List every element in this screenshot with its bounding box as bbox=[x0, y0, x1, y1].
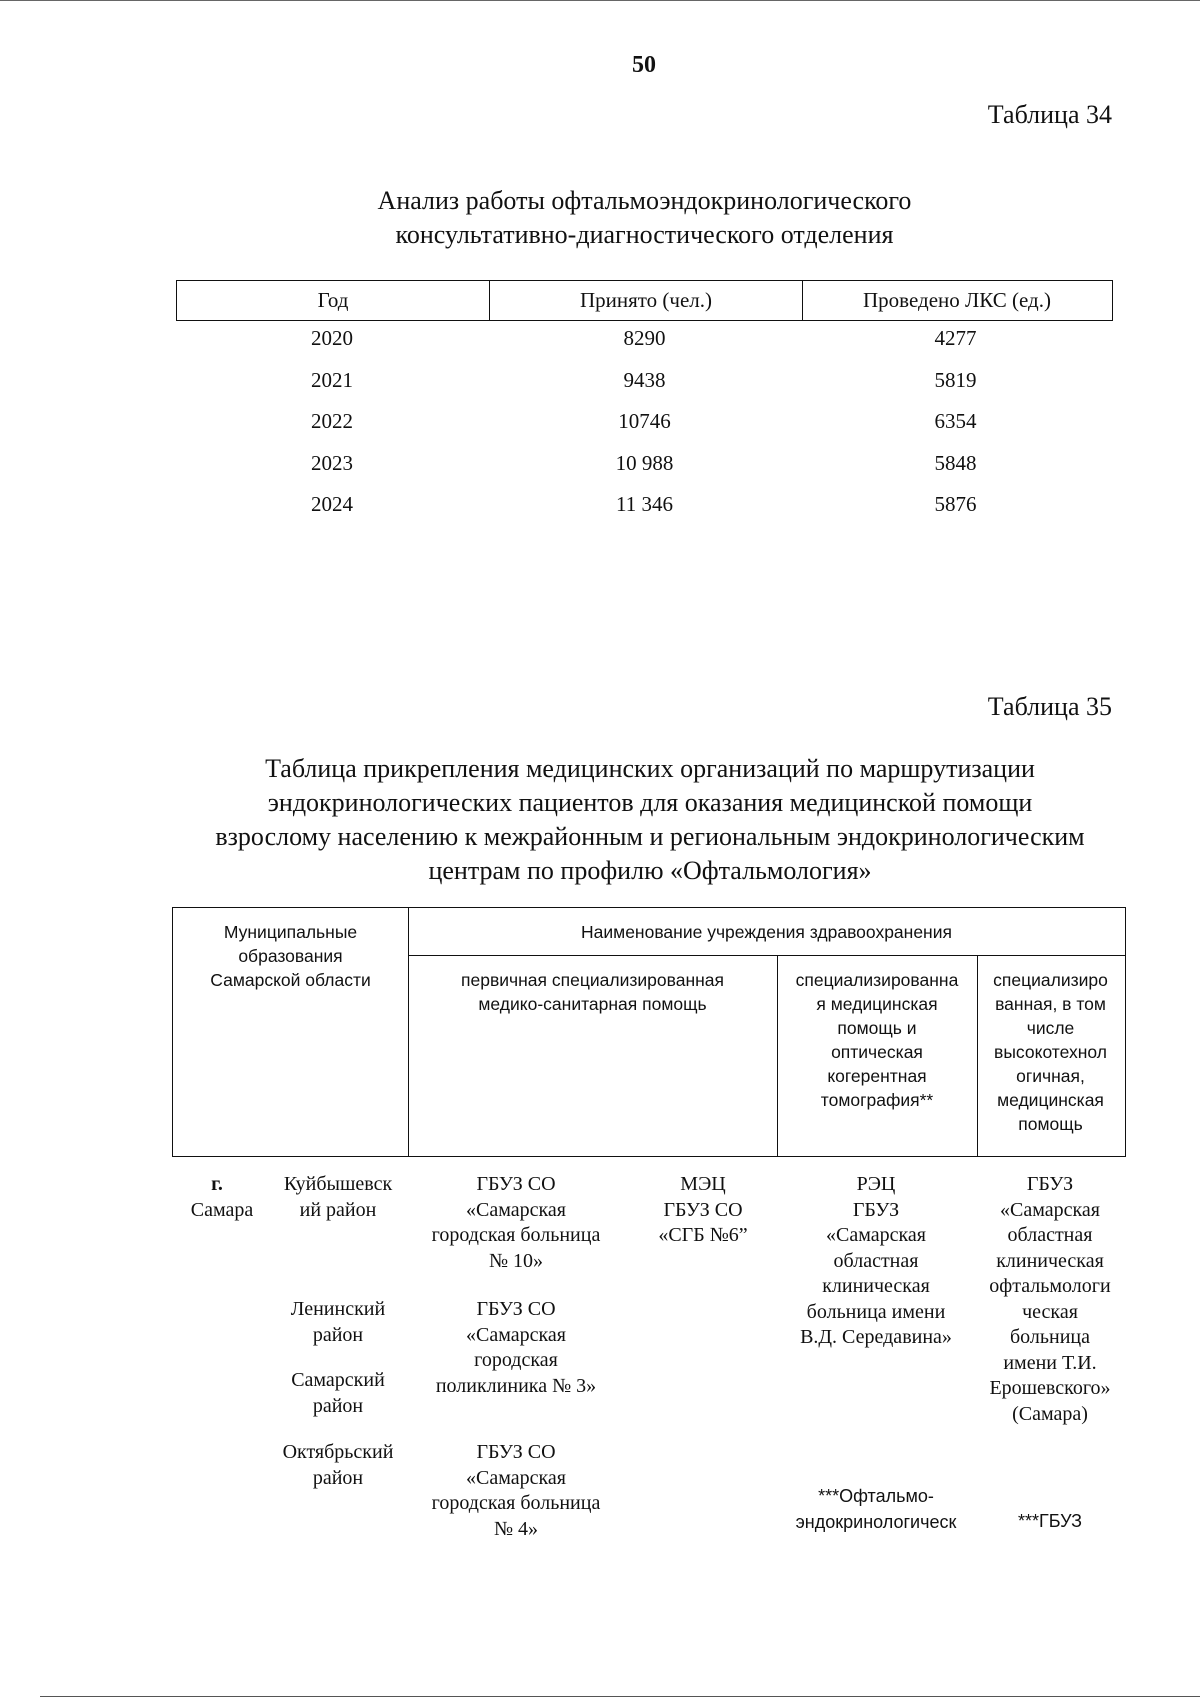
table35-district: Ленинский район bbox=[290, 1298, 386, 1346]
table35-mec-org: МЭЦ ГБУЗ СО «СГБ №6” bbox=[658, 1173, 748, 1246]
table-row bbox=[176, 443, 1113, 485]
table34-header-year: Год bbox=[317, 288, 349, 312]
table34-cell-lks: 5848 bbox=[934, 450, 977, 475]
table35-footnote-high-tech: ***ГБУЗ bbox=[1017, 1511, 1083, 1531]
table-row bbox=[176, 318, 1113, 360]
table35-title-line: Таблица прикрепления медицинских организаций по маршрутизации bbox=[265, 754, 1035, 783]
table34-cell-year: 2024 bbox=[311, 492, 353, 517]
bottom-scan-rule bbox=[40, 1696, 1200, 1697]
table35-label: Таблица 35 bbox=[987, 692, 1112, 721]
table34-cell-accepted: 9438 bbox=[623, 367, 666, 392]
table35-city-prefix: г. bbox=[211, 1173, 223, 1195]
table34-body bbox=[176, 318, 1113, 526]
table35-header-municipal: Муниципальные образования Самарской области bbox=[210, 922, 371, 990]
page-number: 50 bbox=[632, 52, 656, 78]
table35-footnote-oct: ***Офтальмо- эндокринологическ bbox=[795, 1486, 957, 1532]
table35-rec-org: РЭЦ ГБУЗ «Самарская областная клиническая больница имени В.Д. Середавина» bbox=[800, 1173, 952, 1348]
table34-header-accepted: Принято (чел.) bbox=[489, 281, 802, 320]
table34-cell-year: 2023 bbox=[311, 450, 353, 475]
table35-primary-org: ГБУЗ СО «Самарская городская больница № 10» bbox=[431, 1173, 601, 1272]
table35-title-line: эндокринологических пациентов для оказания медицинской помощи bbox=[267, 788, 1033, 817]
table34-cell-year: 2020 bbox=[311, 326, 353, 351]
table35-title bbox=[140, 752, 1160, 888]
table34-cell-year: 2021 bbox=[311, 367, 353, 392]
table34-cell-accepted: 8290 bbox=[623, 326, 666, 351]
table-row bbox=[176, 401, 1113, 443]
table34-header-row bbox=[176, 280, 1113, 321]
table-row bbox=[176, 360, 1113, 402]
table35-primary-org: ГБУЗ СО «Самарская городская поликлиника № 3» bbox=[435, 1298, 597, 1397]
table34-title-line: Анализ работы офтальмоэндокринологического bbox=[377, 186, 912, 215]
table34-label: Таблица 34 bbox=[987, 100, 1112, 129]
table34-cell-lks: 4277 bbox=[934, 326, 977, 351]
table34-cell-accepted: 10746 bbox=[618, 409, 671, 434]
table35-district: Куйбышевск ий район bbox=[283, 1173, 393, 1221]
table34-cell-lks: 5876 bbox=[934, 492, 977, 517]
table35-divider bbox=[408, 908, 409, 1156]
table35-header-primary: первичная специализированная медико-санитарная помощь bbox=[461, 970, 724, 1014]
table35-header bbox=[172, 907, 1126, 1157]
table34-cell-lks: 6354 bbox=[934, 409, 977, 434]
table35-high-tech-org: ГБУЗ «Самарская областная клиническая офтальмологи ческая больница имени Т.И. Ерошевского» (Самара) bbox=[989, 1173, 1111, 1425]
table34-cell-year: 2022 bbox=[311, 409, 353, 434]
table34-cell-lks: 5819 bbox=[934, 367, 977, 392]
table35-header-high-tech: специализиро ванная, в том числе высокотехнол огичная, медицинская помощь bbox=[993, 970, 1108, 1134]
table35-header-institution: Наименование учреждения здравоохранения bbox=[581, 922, 952, 942]
table35-district: Октябрьский район bbox=[282, 1441, 394, 1489]
table34-cell-accepted: 11 346 bbox=[616, 492, 673, 517]
table34-title bbox=[176, 184, 1113, 252]
table35-city-name: Самара bbox=[190, 1199, 254, 1221]
table35-divider bbox=[408, 955, 1125, 956]
top-scan-rule bbox=[0, 0, 1200, 1]
table35-title-line: взрослому населению к межрайонным и региональным эндокринологическим bbox=[215, 822, 1085, 851]
table34-title-line: консультативно-диагностического отделения bbox=[395, 220, 894, 249]
table-row bbox=[176, 484, 1113, 526]
table35-district: Самарский район bbox=[291, 1369, 385, 1417]
table35-header-specialized-oct: специализированна я медицинская помощь и оптическая когерентная томография** bbox=[795, 970, 959, 1110]
table34-cell-accepted: 10 988 bbox=[615, 450, 674, 475]
table34-header-lks: Проведено ЛКС (ед.) bbox=[802, 281, 1111, 320]
table35-title-line: центрам по профилю «Офтальмология» bbox=[428, 856, 872, 885]
table35-primary-org: ГБУЗ СО «Самарская городская больница № 4» bbox=[431, 1441, 601, 1540]
